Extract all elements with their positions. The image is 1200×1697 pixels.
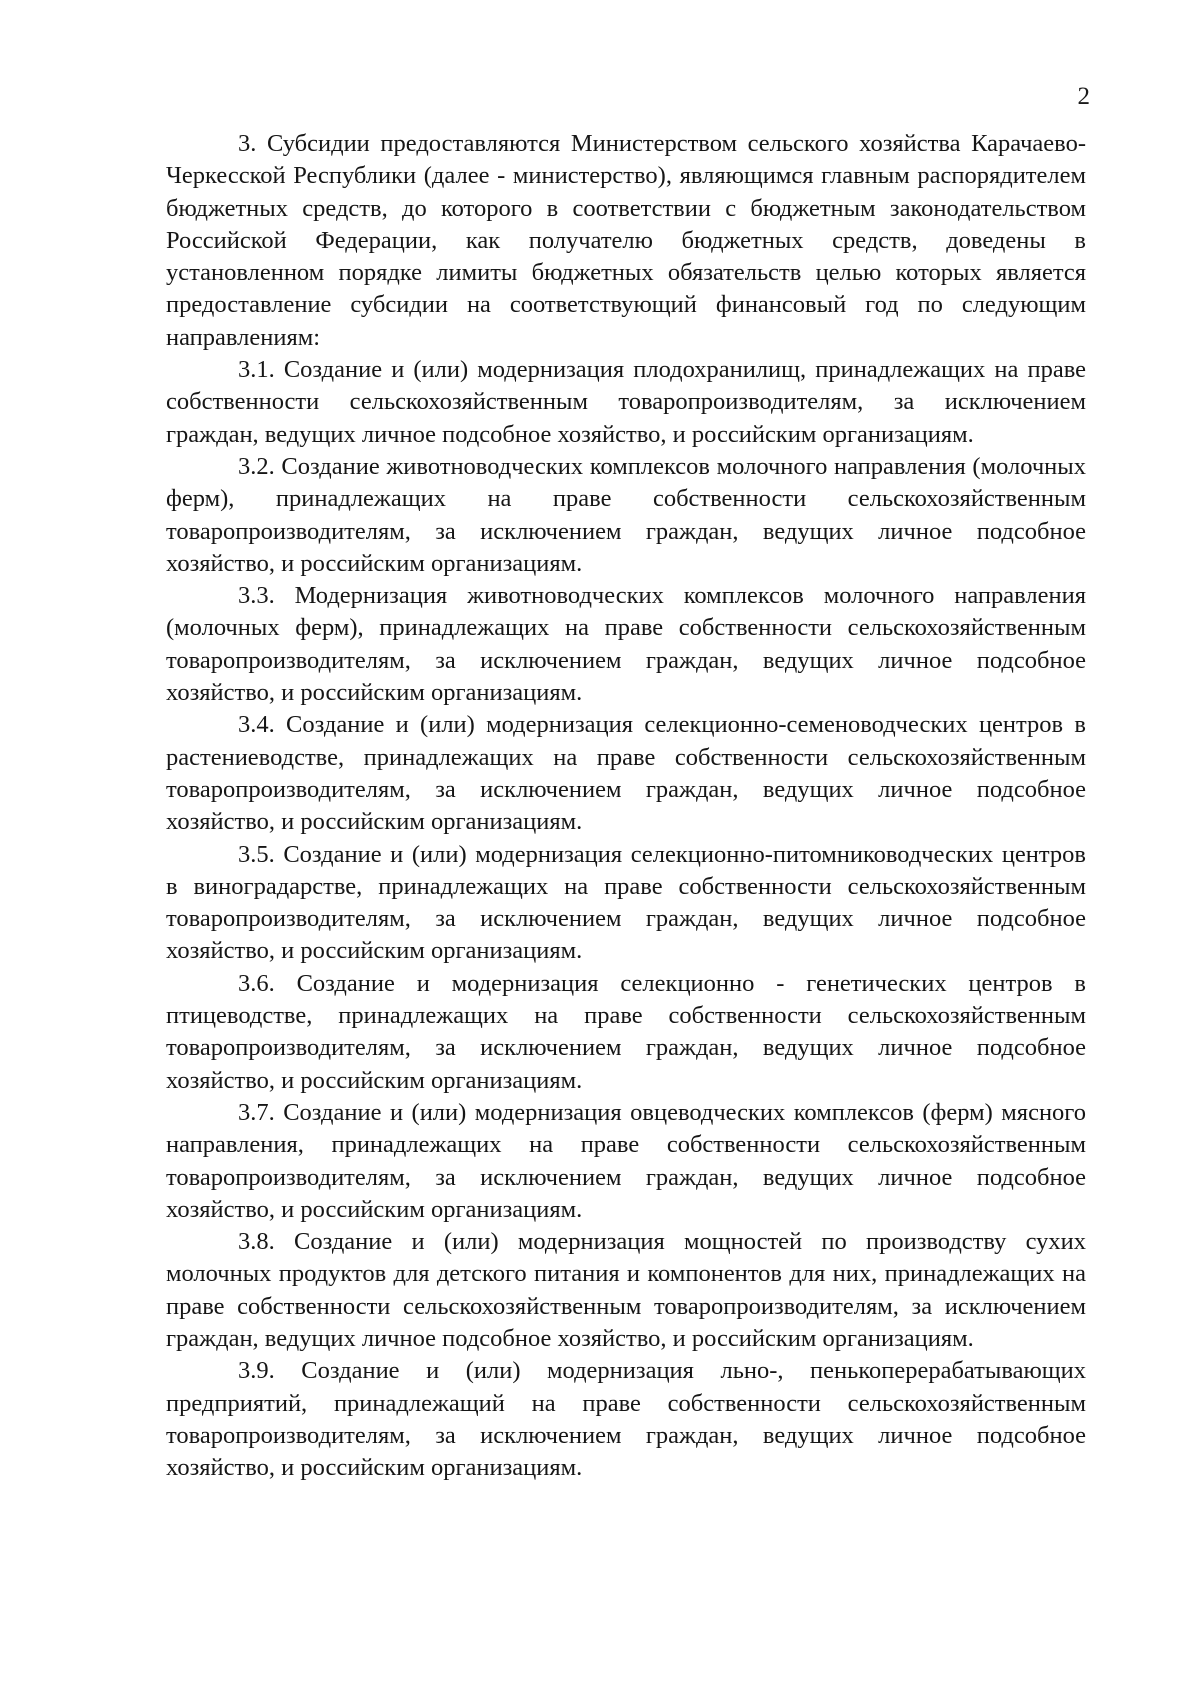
- page-number: 2: [1077, 83, 1090, 110]
- document-body: [166, 128, 1086, 1484]
- paragraph-3-9: 3.9. Создание и (или) модернизация льно-, пенькоперерабатывающих предприятий, принадлежащий на праве собственности сельскохозяйственным товаропроизводителям, за исключением граждан, ведущих личное подсобное хозяйство, и российским организациям.: [166, 1357, 1086, 1482]
- paragraph-3-1: 3.1. Создание и (или) модернизация плодохранилищ, принадлежащих на праве собственности сельскохозяйственным товаропроизводителям, за исключением граждан, ведущих личное подсобное хозяйство, и российским организациям.: [166, 356, 1086, 448]
- paragraph-3-6: 3.6. Создание и модернизация селекционно - генетических центров в птицеводстве, принадлежащих на праве собственности сельскохозяйственным товаропроизводителям, за исключением граждан, ведущих личное подсобное хозяйство, и российским организациям.: [166, 969, 1086, 1094]
- paragraph-3-5: 3.5. Создание и (или) модернизация селекционно-питомниководческих центров в виноградарстве, принадлежащих на праве собственности сельскохозяйственным товаропроизводителям, за исключением граждан, ведущих личное подсобное хозяйство, и российским организациям.: [166, 840, 1086, 965]
- paragraph-3-8: 3.8. Создание и (или) модернизация мощностей по производству сухих молочных продуктов для детского питания и компонентов для них, принадлежащих на праве собственности сельскохозяйственным товаропроизводителям, за исключением граждан, ведущих личное подсобное хозяйство, и российским организациям.: [166, 1228, 1086, 1352]
- paragraph-3-4: 3.4. Создание и (или) модернизация селекционно-семеноводческих центров в растениеводстве, принадлежащих на праве собственности сельскохозяйственным товаропроизводителям, за исключением граждан, ведущих личное подсобное хозяйство, и российским организациям.: [166, 711, 1086, 836]
- paragraph-3-2: 3.2. Создание животноводческих комплексов молочного направления (молочных ферм), принадлежащих на праве собственности сельскохозяйственным товаропроизводителям, за исключением граждан, ведущих личное подсобное хозяйство, и российским организациям.: [166, 452, 1086, 577]
- paragraph-3: 3. Субсидии предоставляются Министерством сельского хозяйства Карачаево-Черкесской Республики (далее - министерство), являющимся главным распорядителем бюджетных средств, до которого в соответствии с бюджетным законодательством Российской Федерации, как получателю бюджетных средств, доведены в установленном порядке лимиты бюджетных обязательств целью которых является предоставление субсидии на соответствующий финансовый год по следующим направлениям:: [166, 130, 1086, 351]
- paragraph-3-7: 3.7. Создание и (или) модернизация овцеводческих комплексов (ферм) мясного направления, принадлежащих на праве собственности сельскохозяйственным товаропроизводителям, за исключением граждан, ведущих личное подсобное хозяйство, и российским организациям.: [166, 1098, 1086, 1223]
- paragraph-3-3: 3.3. Модернизация животноводческих комплексов молочного направления (молочных ферм), принадлежащих на праве собственности сельскохозяйственным товаропроизводителям, за исключением граждан, ведущих личное подсобное хозяйство, и российским организациям.: [166, 582, 1086, 707]
